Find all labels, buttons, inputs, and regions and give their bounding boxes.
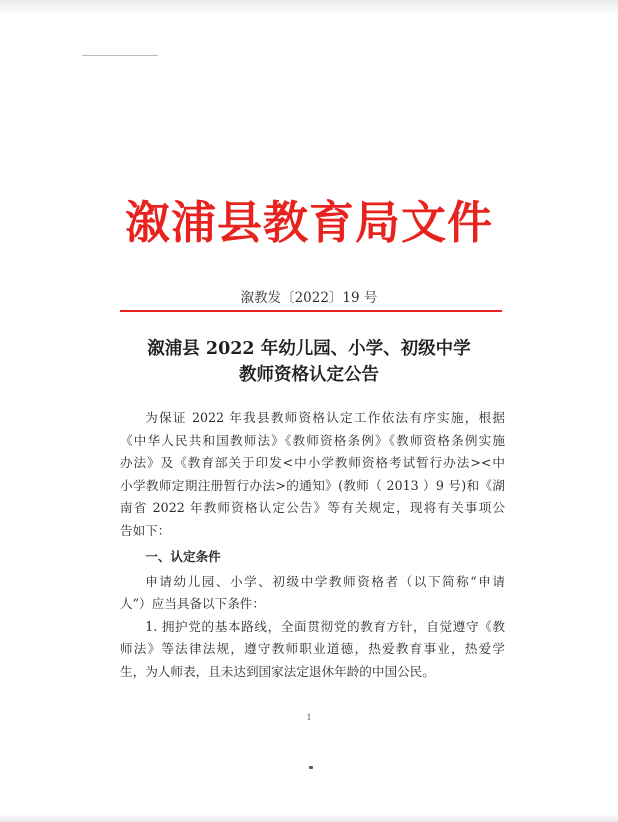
- intro-line: 办法》及《教育部关于印发<中小学教师资格考试暂行办法><中: [120, 455, 505, 470]
- body-text: [120, 407, 505, 683]
- announcement-title-line-1: 溆浦县 2022 年幼儿园、小学、初级中学: [147, 339, 471, 359]
- document-number: 溆教发〔2022〕19 号: [240, 290, 378, 306]
- scan-edge-bottom: [0, 814, 618, 822]
- condition-item-line: 1. 拥护党的基本路线，全面贯彻党的教育方针，自觉遵守《教: [145, 618, 505, 634]
- announcement-title-line-2: 教师资格认定公告: [239, 365, 379, 385]
- page-number: 1: [306, 713, 312, 722]
- intro-line: 为保证 2022 年我县教师资格认定工作依法有序实施，根据: [145, 410, 505, 425]
- intro-line: 南省 2022 年教师资格认定公告》等有关规定，现将有关事项公: [120, 500, 505, 515]
- scan-edge-top: [0, 0, 618, 14]
- condition-item-line: 生，为人师表，且未达到国家法定退休年龄的中国公民。: [120, 663, 435, 679]
- pen-stroke-mark: [82, 55, 158, 56]
- intro-line: 告如下：: [120, 522, 171, 538]
- announcement-title: [0, 336, 618, 388]
- section-heading-conditions: 一、认定条件: [145, 549, 221, 564]
- condition-item-line: 师法》等法律法规，遵守教师职业道德，热爱教育事业，热爱学: [120, 641, 505, 656]
- red-divider-line: [120, 310, 502, 312]
- scan-speck: [309, 766, 313, 769]
- section-paragraph-line: 申请幼儿园、小学、初级中学教师资格者（以下简称“申请: [145, 573, 505, 589]
- intro-line: 《中华人民共和国教师法》《教师资格条例》《教师资格条例实施: [120, 432, 505, 448]
- intro-line: 小学教师定期注册暂行办法>的通知》(教师（ 2013 ）9 号)和《湖: [120, 477, 505, 493]
- document-header-title: 溆浦县教育局文件: [124, 196, 493, 249]
- section-paragraph-line: 人”）应当具备以下条件：: [120, 596, 265, 611]
